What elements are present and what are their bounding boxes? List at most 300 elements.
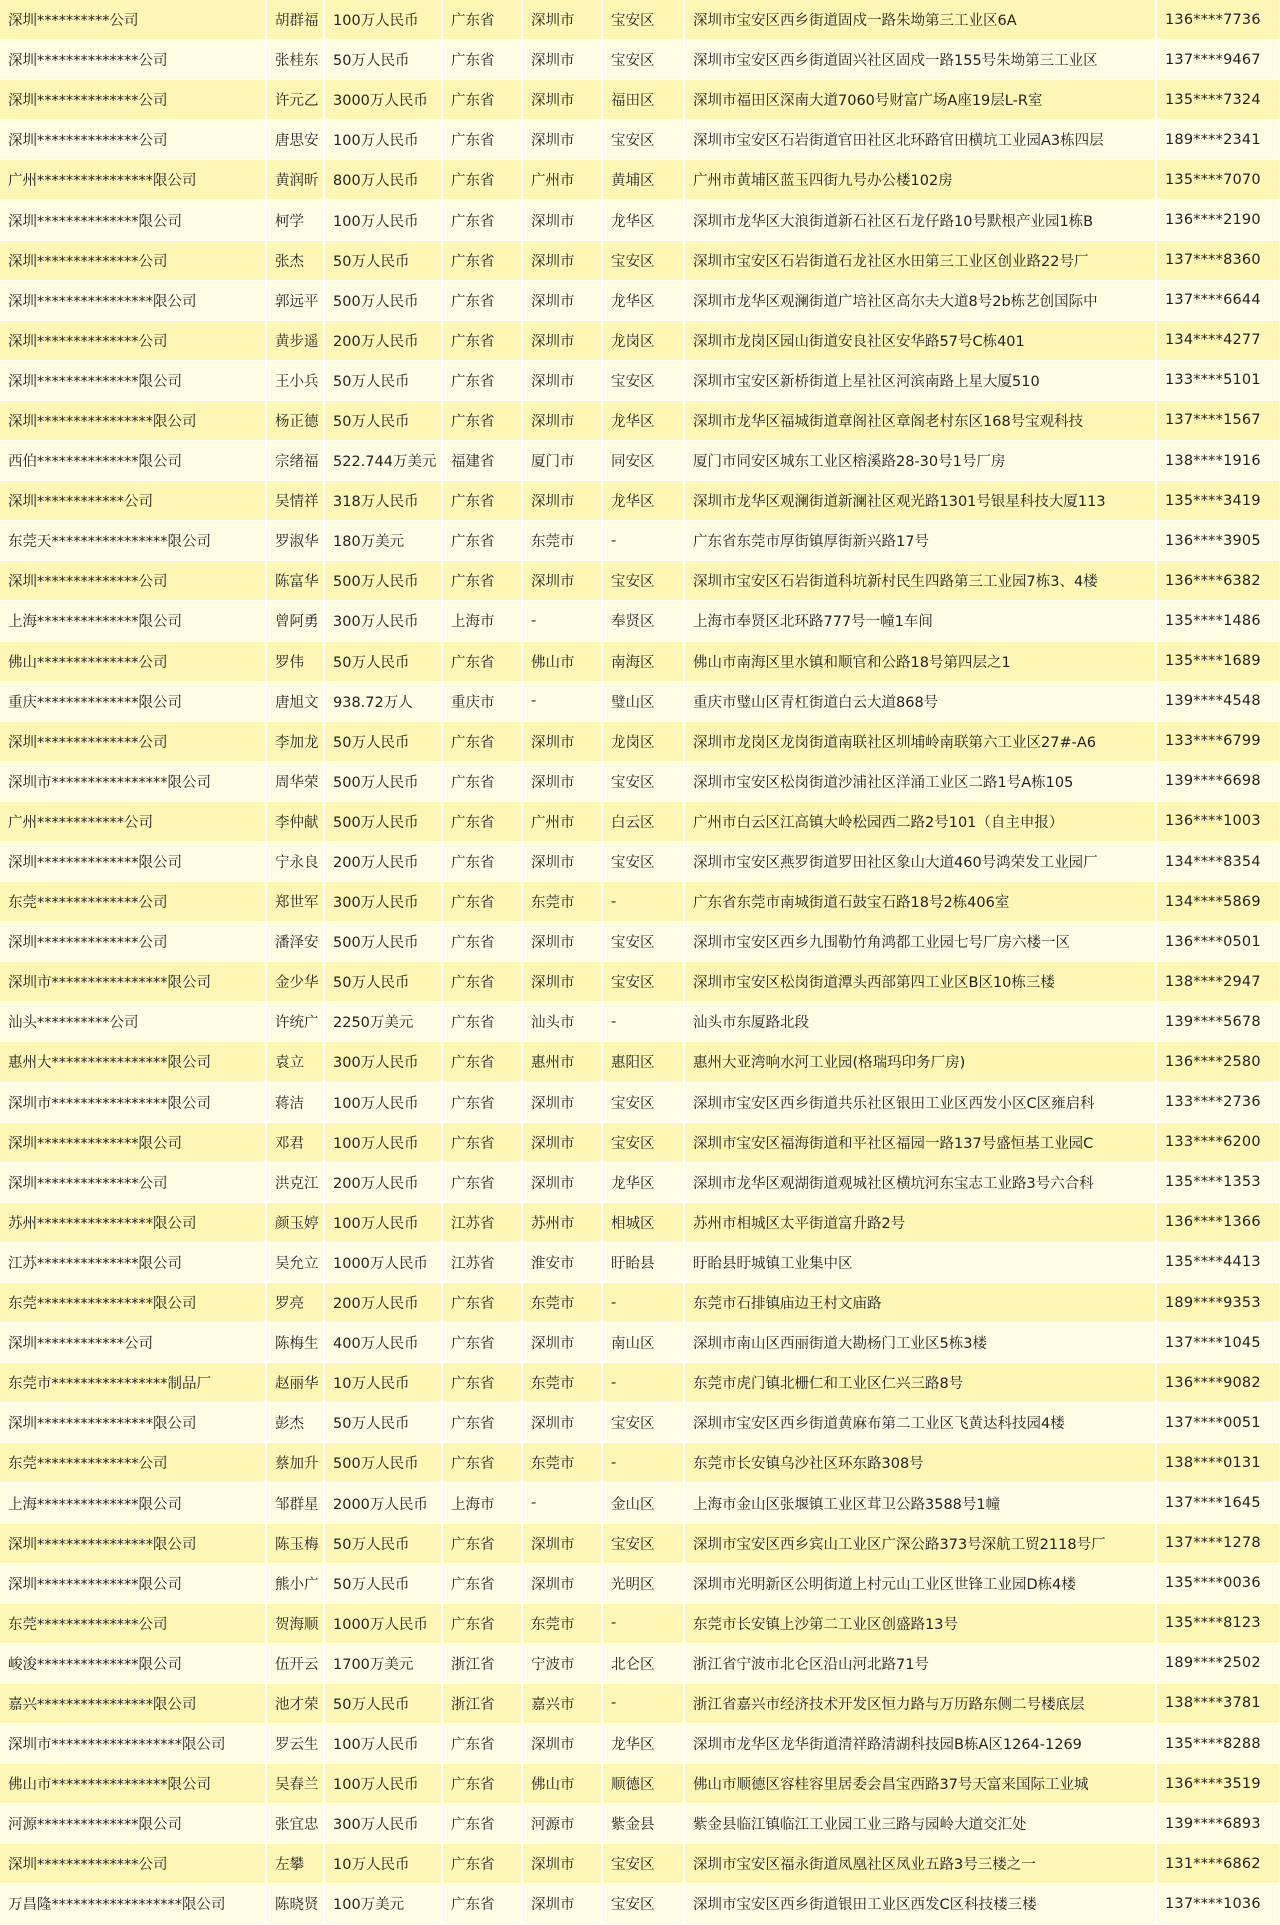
province-cell: 广东省 xyxy=(442,1563,522,1603)
contact-name-cell: 蒋洁 xyxy=(266,1082,324,1122)
company-name-cell: 深圳**************公司 xyxy=(0,80,266,120)
company-name-cell: 深圳**************公司 xyxy=(0,120,266,160)
city-cell: 深圳市 xyxy=(522,1563,602,1603)
phone-cell: 189****9353 xyxy=(1156,1283,1280,1323)
district-cell: 龙华区 xyxy=(602,400,684,440)
registered-capital-cell: 500万人民币 xyxy=(324,922,442,962)
table-row xyxy=(0,1683,1280,1723)
company-name-cell: 深圳市****************限公司 xyxy=(0,962,266,1002)
address-cell: 惠州大亚湾响水河工业园(格瑞玛印务厂房) xyxy=(684,1042,1156,1082)
address-cell: 东莞市虎门镇北栅仁和工业区仁兴三路8号 xyxy=(684,1363,1156,1403)
district-cell: 宝安区 xyxy=(602,360,684,400)
contact-name-cell: 吴允立 xyxy=(266,1242,324,1282)
contact-name-cell: 彭杰 xyxy=(266,1403,324,1443)
address-cell: 上海市金山区张堰镇工业区茸卫公路3588号1幢 xyxy=(684,1483,1156,1523)
address-cell: 深圳市宝安区西乡宾山工业区广深公路373号深航工贸2118号厂 xyxy=(684,1523,1156,1563)
contact-name-cell: 邹群星 xyxy=(266,1483,324,1523)
phone-cell: 135****3419 xyxy=(1156,481,1280,521)
company-name-cell: 东莞市****************制品厂 xyxy=(0,1363,266,1403)
contact-name-cell: 郭远平 xyxy=(266,280,324,320)
district-cell: 黄埔区 xyxy=(602,160,684,200)
district-cell: 宝安区 xyxy=(602,1122,684,1162)
city-cell: 深圳市 xyxy=(522,1884,602,1924)
province-cell: 广东省 xyxy=(442,40,522,80)
phone-cell: 189****2341 xyxy=(1156,120,1280,160)
phone-cell: 139****5678 xyxy=(1156,1002,1280,1042)
contact-name-cell: 金少华 xyxy=(266,962,324,1002)
address-cell: 深圳市宝安区新桥街道上星社区河滨南路上星大厦510 xyxy=(684,360,1156,400)
company-name-cell: 西伯**************限公司 xyxy=(0,441,266,481)
address-cell: 佛山市南海区里水镇和顺官和公路18号第四层之1 xyxy=(684,641,1156,681)
company-name-cell: 惠州大****************限公司 xyxy=(0,1042,266,1082)
city-cell: 广州市 xyxy=(522,801,602,841)
contact-name-cell: 唐思安 xyxy=(266,120,324,160)
contact-name-cell: 洪克江 xyxy=(266,1162,324,1202)
registered-capital-cell: 100万美元 xyxy=(324,1884,442,1924)
address-cell: 厦门市同安区城东工业区榕溪路28-30号1号厂房 xyxy=(684,441,1156,481)
company-name-cell: 深圳**************限公司 xyxy=(0,841,266,881)
phone-cell: 134****4277 xyxy=(1156,320,1280,360)
province-cell: 广东省 xyxy=(442,1042,522,1082)
address-cell: 深圳市福田区深南大道7060号财富广场A座19层L-R室 xyxy=(684,80,1156,120)
address-cell: 深圳市宝安区松岗街道潭头西部第四工业区B区10栋三楼 xyxy=(684,962,1156,1002)
company-name-cell: 深圳****************限公司 xyxy=(0,400,266,440)
phone-cell: 135****0036 xyxy=(1156,1563,1280,1603)
phone-cell: 135****8123 xyxy=(1156,1603,1280,1643)
province-cell: 广东省 xyxy=(442,1844,522,1884)
province-cell: 广东省 xyxy=(442,841,522,881)
registered-capital-cell: 1000万人民币 xyxy=(324,1242,442,1282)
province-cell: 广东省 xyxy=(442,761,522,801)
table-row xyxy=(0,882,1280,922)
table-row xyxy=(0,80,1280,120)
city-cell: 深圳市 xyxy=(522,721,602,761)
city-cell: 深圳市 xyxy=(522,1122,602,1162)
table-row xyxy=(0,721,1280,761)
phone-cell: 135****7324 xyxy=(1156,80,1280,120)
contact-name-cell: 曾阿勇 xyxy=(266,601,324,641)
city-cell: 广州市 xyxy=(522,160,602,200)
phone-cell: 137****1045 xyxy=(1156,1323,1280,1363)
table-row xyxy=(0,1082,1280,1122)
district-cell: - xyxy=(602,1283,684,1323)
company-name-cell: 深圳**************公司 xyxy=(0,1162,266,1202)
province-cell: 广东省 xyxy=(442,280,522,320)
table-row xyxy=(0,1202,1280,1242)
registered-capital-cell: 50万人民币 xyxy=(324,400,442,440)
province-cell: 广东省 xyxy=(442,521,522,561)
table-row xyxy=(0,561,1280,601)
province-cell: 广东省 xyxy=(442,481,522,521)
district-cell: 龙华区 xyxy=(602,1724,684,1764)
district-cell: 宝安区 xyxy=(602,922,684,962)
company-name-cell: 河源**************限公司 xyxy=(0,1804,266,1844)
city-cell: 汕头市 xyxy=(522,1002,602,1042)
district-cell: 顺德区 xyxy=(602,1764,684,1804)
company-name-cell: 深圳**************限公司 xyxy=(0,1122,266,1162)
registered-capital-cell: 318万人民币 xyxy=(324,481,442,521)
address-cell: 深圳市宝安区燕罗街道罗田社区象山大道460号鸿荣发工业园厂 xyxy=(684,841,1156,881)
address-cell: 东莞市长安镇上沙第二工业区创盛路13号 xyxy=(684,1603,1156,1643)
table-row xyxy=(0,601,1280,641)
registered-capital-cell: 200万人民币 xyxy=(324,1162,442,1202)
city-cell: 深圳市 xyxy=(522,761,602,801)
district-cell: 宝安区 xyxy=(602,1844,684,1884)
address-cell: 上海市奉贤区北环路777号一幢1车间 xyxy=(684,601,1156,641)
registered-capital-cell: 400万人民币 xyxy=(324,1323,442,1363)
province-cell: 江苏省 xyxy=(442,1242,522,1282)
registered-capital-cell: 200万人民币 xyxy=(324,841,442,881)
registered-capital-cell: 100万人民币 xyxy=(324,0,442,40)
phone-cell: 131****6862 xyxy=(1156,1844,1280,1884)
address-cell: 浙江省宁波市北仑区沿山河北路71号 xyxy=(684,1643,1156,1683)
company-name-cell: 深圳**************公司 xyxy=(0,922,266,962)
district-cell: 北仑区 xyxy=(602,1643,684,1683)
registered-capital-cell: 522.744万美元 xyxy=(324,441,442,481)
phone-cell: 135****4413 xyxy=(1156,1242,1280,1282)
address-cell: 盱眙县盱城镇工业集中区 xyxy=(684,1242,1156,1282)
company-name-cell: 深圳**************公司 xyxy=(0,561,266,601)
district-cell: 宝安区 xyxy=(602,120,684,160)
address-cell: 佛山市顺德区容桂容里居委会昌宝西路37号天富来国际工业城 xyxy=(684,1764,1156,1804)
contact-name-cell: 罗云生 xyxy=(266,1724,324,1764)
address-cell: 广州市白云区江高镇大岭松园西二路2号101（自主申报） xyxy=(684,801,1156,841)
contact-name-cell: 左攀 xyxy=(266,1844,324,1884)
registered-capital-cell: 180万美元 xyxy=(324,521,442,561)
city-cell: 嘉兴市 xyxy=(522,1683,602,1723)
company-name-cell: 深圳****************限公司 xyxy=(0,1403,266,1443)
company-name-cell: 万昌隆******************限公司 xyxy=(0,1884,266,1924)
phone-cell: 136****3905 xyxy=(1156,521,1280,561)
city-cell: 深圳市 xyxy=(522,0,602,40)
company-name-cell: 深圳****************限公司 xyxy=(0,1523,266,1563)
city-cell: - xyxy=(522,681,602,721)
phone-cell: 138****1916 xyxy=(1156,441,1280,481)
company-name-cell: 峻浚**************限公司 xyxy=(0,1643,266,1683)
table-row xyxy=(0,481,1280,521)
company-name-cell: 深圳**************公司 xyxy=(0,40,266,80)
company-name-cell: 东莞天****************限公司 xyxy=(0,521,266,561)
district-cell: 相城区 xyxy=(602,1202,684,1242)
phone-cell: 136****0501 xyxy=(1156,922,1280,962)
table-row xyxy=(0,1764,1280,1804)
registered-capital-cell: 10万人民币 xyxy=(324,1363,442,1403)
province-cell: 广东省 xyxy=(442,320,522,360)
table-row xyxy=(0,0,1280,40)
city-cell: 惠州市 xyxy=(522,1042,602,1082)
company-name-cell: 深圳**********公司 xyxy=(0,0,266,40)
company-name-cell: 上海**************限公司 xyxy=(0,1483,266,1523)
registered-capital-cell: 200万人民币 xyxy=(324,320,442,360)
contact-name-cell: 张杰 xyxy=(266,240,324,280)
registered-capital-cell: 100万人民币 xyxy=(324,120,442,160)
address-cell: 深圳市龙岗区龙岗街道南联社区圳埔岭南联第六工业区27#-A6 xyxy=(684,721,1156,761)
table-row xyxy=(0,801,1280,841)
table-row xyxy=(0,1884,1280,1924)
address-cell: 广东省东莞市南城街道石鼓宝石路18号2栋406室 xyxy=(684,882,1156,922)
address-cell: 苏州市相城区太平街道富升路2号 xyxy=(684,1202,1156,1242)
company-name-cell: 深圳**************公司 xyxy=(0,721,266,761)
province-cell: 广东省 xyxy=(442,721,522,761)
phone-cell: 133****2736 xyxy=(1156,1082,1280,1122)
district-cell: 光明区 xyxy=(602,1563,684,1603)
registered-capital-cell: 50万人民币 xyxy=(324,641,442,681)
registered-capital-cell: 500万人民币 xyxy=(324,1443,442,1483)
phone-cell: 137****9467 xyxy=(1156,40,1280,80)
company-name-cell: 深圳**************限公司 xyxy=(0,360,266,400)
company-name-cell: 深圳市****************限公司 xyxy=(0,761,266,801)
city-cell: 深圳市 xyxy=(522,1844,602,1884)
registered-capital-cell: 2000万人民币 xyxy=(324,1483,442,1523)
phone-cell: 135****1689 xyxy=(1156,641,1280,681)
company-name-cell: 深圳**************公司 xyxy=(0,240,266,280)
registered-capital-cell: 50万人民币 xyxy=(324,240,442,280)
province-cell: 广东省 xyxy=(442,1403,522,1443)
company-name-cell: 东莞**************公司 xyxy=(0,1603,266,1643)
table-row xyxy=(0,1242,1280,1282)
contact-name-cell: 陈梅生 xyxy=(266,1323,324,1363)
company-name-cell: 东莞**************公司 xyxy=(0,882,266,922)
district-cell: 金山区 xyxy=(602,1483,684,1523)
phone-cell: 138****3781 xyxy=(1156,1683,1280,1723)
phone-cell: 137****1278 xyxy=(1156,1523,1280,1563)
phone-cell: 139****6893 xyxy=(1156,1804,1280,1844)
phone-cell: 137****6644 xyxy=(1156,280,1280,320)
registered-capital-cell: 50万人民币 xyxy=(324,1403,442,1443)
district-cell: 宝安区 xyxy=(602,40,684,80)
company-name-cell: 苏州****************限公司 xyxy=(0,1202,266,1242)
company-name-cell: 汕头**********公司 xyxy=(0,1002,266,1042)
registered-capital-cell: 938.72万人 xyxy=(324,681,442,721)
table-row xyxy=(0,120,1280,160)
contact-name-cell: 王小兵 xyxy=(266,360,324,400)
province-cell: 江苏省 xyxy=(442,1202,522,1242)
phone-cell: 133****5101 xyxy=(1156,360,1280,400)
table-row xyxy=(0,1283,1280,1323)
city-cell: 深圳市 xyxy=(522,841,602,881)
company-name-cell: 深圳****************限公司 xyxy=(0,280,266,320)
contact-name-cell: 吴情祥 xyxy=(266,481,324,521)
company-name-cell: 嘉兴****************限公司 xyxy=(0,1683,266,1723)
table-row xyxy=(0,1443,1280,1483)
table-row xyxy=(0,1603,1280,1643)
district-cell: 龙岗区 xyxy=(602,721,684,761)
city-cell: 东莞市 xyxy=(522,1283,602,1323)
registered-capital-cell: 50万人民币 xyxy=(324,721,442,761)
contact-name-cell: 罗淑华 xyxy=(266,521,324,561)
table-row xyxy=(0,1523,1280,1563)
table-row xyxy=(0,1323,1280,1363)
registered-capital-cell: 100万人民币 xyxy=(324,1082,442,1122)
table-row xyxy=(0,400,1280,440)
province-cell: 广东省 xyxy=(442,962,522,1002)
district-cell: 宝安区 xyxy=(602,0,684,40)
province-cell: 浙江省 xyxy=(442,1643,522,1683)
contact-name-cell: 潘泽安 xyxy=(266,922,324,962)
province-cell: 广东省 xyxy=(442,801,522,841)
province-cell: 广东省 xyxy=(442,641,522,681)
registered-capital-cell: 50万人民币 xyxy=(324,360,442,400)
district-cell: 璧山区 xyxy=(602,681,684,721)
registered-capital-cell: 100万人民币 xyxy=(324,200,442,240)
district-cell: - xyxy=(602,521,684,561)
registered-capital-cell: 50万人民币 xyxy=(324,1563,442,1603)
city-cell: 深圳市 xyxy=(522,40,602,80)
province-cell: 重庆市 xyxy=(442,681,522,721)
district-cell: 宝安区 xyxy=(602,561,684,601)
city-cell: 深圳市 xyxy=(522,360,602,400)
registered-capital-cell: 3000万人民币 xyxy=(324,80,442,120)
phone-cell: 135****1353 xyxy=(1156,1162,1280,1202)
province-cell: 广东省 xyxy=(442,561,522,601)
address-cell: 广州市黄埔区蓝玉四街九号办公楼102房 xyxy=(684,160,1156,200)
registered-capital-cell: 500万人民币 xyxy=(324,280,442,320)
province-cell: 广东省 xyxy=(442,400,522,440)
province-cell: 广东省 xyxy=(442,1884,522,1924)
province-cell: 广东省 xyxy=(442,922,522,962)
city-cell: - xyxy=(522,601,602,641)
registered-capital-cell: 500万人民币 xyxy=(324,801,442,841)
province-cell: 广东省 xyxy=(442,1283,522,1323)
address-cell: 深圳市宝安区石岩街道官田社区北环路官田横坑工业园A3栋四层 xyxy=(684,120,1156,160)
phone-cell: 137****1567 xyxy=(1156,400,1280,440)
registered-capital-cell: 50万人民币 xyxy=(324,40,442,80)
city-cell: 深圳市 xyxy=(522,561,602,601)
address-cell: 深圳市龙华区观湖街道观城社区横坑河东宝志工业路3号六合科 xyxy=(684,1162,1156,1202)
contact-name-cell: 颜玉婷 xyxy=(266,1202,324,1242)
district-cell: - xyxy=(602,1603,684,1643)
phone-cell: 139****6698 xyxy=(1156,761,1280,801)
city-cell: 苏州市 xyxy=(522,1202,602,1242)
city-cell: 深圳市 xyxy=(522,962,602,1002)
district-cell: - xyxy=(602,1683,684,1723)
registered-capital-cell: 100万人民币 xyxy=(324,1122,442,1162)
table-row xyxy=(0,40,1280,80)
district-cell: 宝安区 xyxy=(602,1523,684,1563)
phone-cell: 133****6200 xyxy=(1156,1122,1280,1162)
contact-name-cell: 池才荣 xyxy=(266,1683,324,1723)
city-cell: 深圳市 xyxy=(522,1082,602,1122)
contact-name-cell: 唐旭文 xyxy=(266,681,324,721)
city-cell: 深圳市 xyxy=(522,240,602,280)
district-cell: - xyxy=(602,1443,684,1483)
city-cell: 东莞市 xyxy=(522,1363,602,1403)
province-cell: 广东省 xyxy=(442,1724,522,1764)
table-row xyxy=(0,1403,1280,1443)
address-cell: 东莞市石排镇庙边王村文庙路 xyxy=(684,1283,1156,1323)
city-cell: 深圳市 xyxy=(522,280,602,320)
phone-cell: 136****2580 xyxy=(1156,1042,1280,1082)
city-cell: 东莞市 xyxy=(522,1443,602,1483)
address-cell: 深圳市龙华区观澜街道新澜社区观光路1301号银星科技大厦113 xyxy=(684,481,1156,521)
company-name-cell: 深圳************公司 xyxy=(0,1323,266,1363)
contact-name-cell: 张桂东 xyxy=(266,40,324,80)
registered-capital-cell: 2250万美元 xyxy=(324,1002,442,1042)
address-cell: 深圳市宝安区福海街道和平社区福园一路137号盛恒基工业园C xyxy=(684,1122,1156,1162)
company-name-cell: 重庆**************限公司 xyxy=(0,681,266,721)
phone-cell: 136****3519 xyxy=(1156,1764,1280,1804)
table-row xyxy=(0,841,1280,881)
province-cell: 广东省 xyxy=(442,80,522,120)
table-row xyxy=(0,962,1280,1002)
table-row xyxy=(0,240,1280,280)
contact-name-cell: 袁立 xyxy=(266,1042,324,1082)
city-cell: 佛山市 xyxy=(522,1764,602,1804)
city-cell: 深圳市 xyxy=(522,1323,602,1363)
city-cell: 深圳市 xyxy=(522,1403,602,1443)
address-cell: 广东省东莞市厚街镇厚街新兴路17号 xyxy=(684,521,1156,561)
address-cell: 深圳市宝安区福永街道凤凰社区凤业五路3号三楼之一 xyxy=(684,1844,1156,1884)
address-cell: 深圳市龙华区福城街道章阁社区章阁老村东区168号宝观科技 xyxy=(684,400,1156,440)
registered-capital-cell: 1700万美元 xyxy=(324,1643,442,1683)
province-cell: 广东省 xyxy=(442,240,522,280)
table-row xyxy=(0,1002,1280,1042)
contact-name-cell: 伍开云 xyxy=(266,1643,324,1683)
registered-capital-cell: 1000万人民币 xyxy=(324,1603,442,1643)
contact-name-cell: 熊小广 xyxy=(266,1563,324,1603)
registered-capital-cell: 100万人民币 xyxy=(324,1724,442,1764)
registered-capital-cell: 300万人民币 xyxy=(324,1804,442,1844)
registered-capital-cell: 800万人民币 xyxy=(324,160,442,200)
city-cell: 深圳市 xyxy=(522,1523,602,1563)
phone-cell: 137****0051 xyxy=(1156,1403,1280,1443)
address-cell: 深圳市光明新区公明街道上村元山工业区世锋工业园D栋4楼 xyxy=(684,1563,1156,1603)
phone-cell: 136****2190 xyxy=(1156,200,1280,240)
registered-capital-cell: 100万人民币 xyxy=(324,1202,442,1242)
contact-name-cell: 李加龙 xyxy=(266,721,324,761)
city-cell: 东莞市 xyxy=(522,882,602,922)
table-row xyxy=(0,1804,1280,1844)
table-row xyxy=(0,320,1280,360)
address-cell: 深圳市宝安区西乡街道固兴社区固戍一路155号朱坳第三工业区 xyxy=(684,40,1156,80)
address-cell: 东莞市长安镇乌沙社区环东路308号 xyxy=(684,1443,1156,1483)
province-cell: 广东省 xyxy=(442,360,522,400)
registered-capital-cell: 100万人民币 xyxy=(324,1764,442,1804)
province-cell: 广东省 xyxy=(442,0,522,40)
table-row xyxy=(0,360,1280,400)
district-cell: 南海区 xyxy=(602,641,684,681)
contact-name-cell: 张宜忠 xyxy=(266,1804,324,1844)
district-cell: 龙华区 xyxy=(602,200,684,240)
province-cell: 广东省 xyxy=(442,882,522,922)
phone-cell: 135****8288 xyxy=(1156,1724,1280,1764)
city-cell: 东莞市 xyxy=(522,521,602,561)
company-name-cell: 佛山市****************限公司 xyxy=(0,1764,266,1804)
phone-cell: 136****9082 xyxy=(1156,1363,1280,1403)
table-row xyxy=(0,761,1280,801)
contact-name-cell: 赵丽华 xyxy=(266,1363,324,1403)
contact-name-cell: 罗伟 xyxy=(266,641,324,681)
city-cell: 深圳市 xyxy=(522,481,602,521)
table-row xyxy=(0,1363,1280,1403)
district-cell: 奉贤区 xyxy=(602,601,684,641)
registered-capital-cell: 300万人民币 xyxy=(324,882,442,922)
province-cell: 广东省 xyxy=(442,1082,522,1122)
province-cell: 广东省 xyxy=(442,1323,522,1363)
company-name-cell: 广州****************限公司 xyxy=(0,160,266,200)
contact-name-cell: 黄步遥 xyxy=(266,320,324,360)
company-name-cell: 广州************公司 xyxy=(0,801,266,841)
table-row xyxy=(0,1844,1280,1884)
address-cell: 深圳市宝安区西乡街道银田工业区西发C区科技楼三楼 xyxy=(684,1884,1156,1924)
phone-cell: 136****1003 xyxy=(1156,801,1280,841)
district-cell: 宝安区 xyxy=(602,1082,684,1122)
city-cell: 深圳市 xyxy=(522,80,602,120)
city-cell: 深圳市 xyxy=(522,400,602,440)
phone-cell: 138****2947 xyxy=(1156,962,1280,1002)
contact-name-cell: 周华荣 xyxy=(266,761,324,801)
contact-name-cell: 罗亮 xyxy=(266,1283,324,1323)
